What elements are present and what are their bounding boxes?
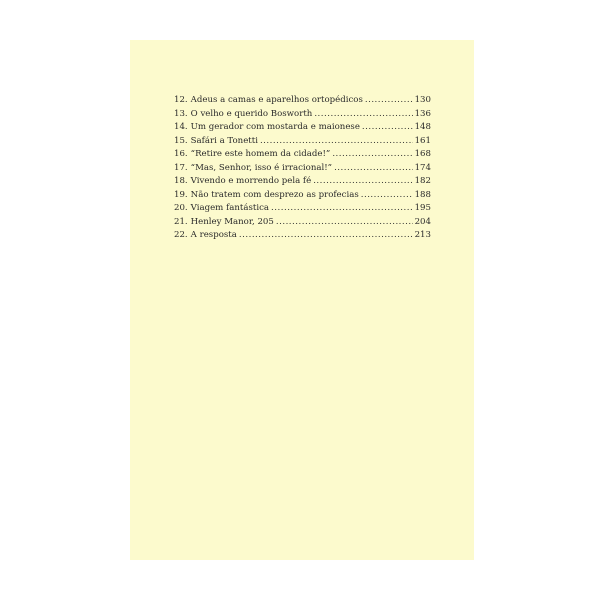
dot-leader — [365, 94, 413, 108]
dot-leader — [313, 175, 412, 189]
page-number: 168 — [414, 149, 431, 159]
page-number: 204 — [414, 216, 431, 227]
dot-leader — [271, 202, 413, 216]
chapter-title: Não tratem com desprezo as profecias — [190, 189, 359, 200]
page-number: 182 — [414, 176, 431, 186]
dot-leader — [260, 135, 413, 149]
toc-entry — [174, 108, 431, 122]
chapter-title: Henley Manor, 205 — [190, 216, 274, 227]
chapter-title: Viagem fantástica — [190, 203, 270, 213]
toc-entry — [174, 121, 431, 135]
chapter-title: “Mas, Senhor, isso é irracional!” — [190, 162, 333, 173]
chapter-number: 14. — [174, 122, 188, 132]
page-number: 130 — [414, 95, 431, 105]
chapter-title: Safári a Tonetti — [190, 135, 258, 146]
chapter-number: 20. — [174, 203, 188, 213]
toc-entry — [174, 148, 431, 162]
toc-entry — [174, 135, 431, 149]
dot-leader — [276, 216, 413, 230]
page-number: 136 — [414, 108, 431, 119]
page-number: 188 — [414, 189, 431, 200]
toc-entry — [174, 189, 431, 203]
page-number: 174 — [414, 162, 431, 173]
toc-entry — [174, 175, 431, 189]
page-number: 195 — [414, 203, 431, 213]
toc-entry — [174, 202, 431, 216]
chapter-title: Vivendo e morrendo pela fé — [190, 176, 312, 186]
chapter-title: A resposta — [190, 230, 237, 240]
page-number: 161 — [414, 135, 431, 146]
page-number: 148 — [414, 122, 431, 132]
chapter-number: 18. — [174, 176, 188, 186]
chapter-number: 13. — [174, 108, 188, 119]
toc-entry — [174, 216, 431, 230]
dot-leader — [334, 162, 413, 176]
chapter-number: 22. — [174, 230, 188, 240]
toc-entry — [174, 162, 431, 176]
dot-leader — [239, 229, 413, 243]
chapter-title: “Retire este homem da cidade!” — [190, 149, 331, 159]
chapter-title: O velho e querido Bosworth — [190, 108, 313, 119]
page-number: 213 — [414, 230, 431, 240]
chapter-number: 16. — [174, 149, 188, 159]
dot-leader — [362, 121, 413, 135]
table-of-contents — [174, 94, 431, 243]
toc-entry — [174, 94, 431, 108]
chapter-title: Adeus a camas e aparelhos ortopédicos — [190, 95, 363, 105]
chapter-title: Um gerador com mostarda e maionese — [190, 122, 360, 132]
chapter-number: 15. — [174, 135, 188, 146]
chapter-number: 12. — [174, 95, 188, 105]
dot-leader — [361, 189, 413, 203]
book-page — [130, 40, 474, 560]
toc-entry — [174, 229, 431, 243]
chapter-number: 19. — [174, 189, 188, 200]
chapter-number: 21. — [174, 216, 188, 227]
chapter-number: 17. — [174, 162, 188, 173]
dot-leader — [332, 148, 412, 162]
dot-leader — [314, 108, 412, 122]
